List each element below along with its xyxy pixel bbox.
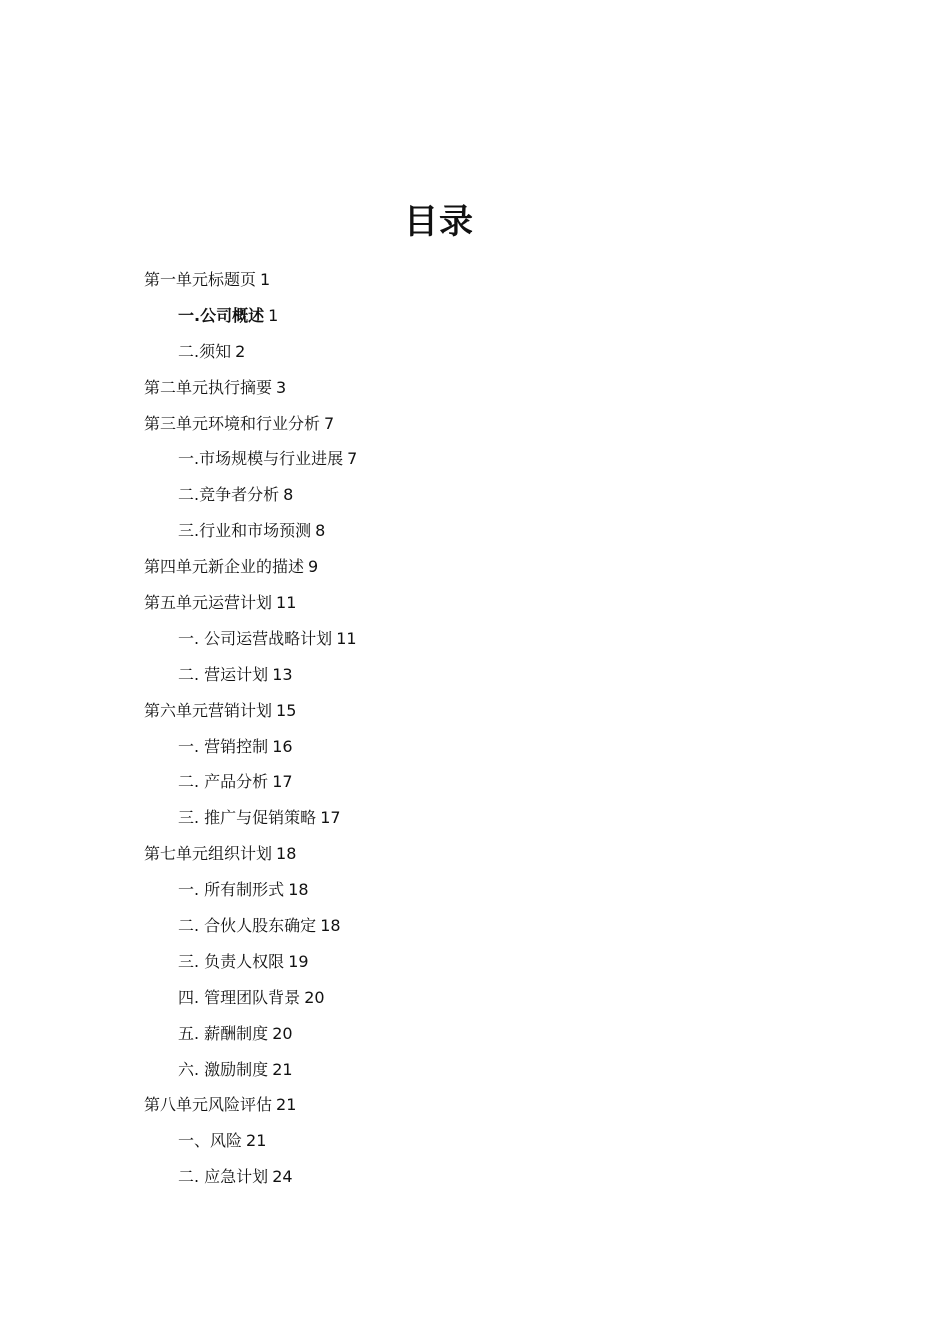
toc-subentry[interactable] [144, 1052, 844, 1088]
toc-entry[interactable] [144, 1087, 844, 1123]
toc-entry-page: 13 [272, 664, 293, 684]
toc-subentry[interactable] [144, 800, 844, 836]
toc-subentry[interactable] [144, 513, 844, 549]
toc-entry-label: 第八单元风险评估 [144, 1095, 273, 1115]
toc-entry-page: 17 [272, 772, 293, 792]
toc-entry-label: 一.市场规模与行业进展 [178, 449, 344, 469]
toc-entry-page: 9 [308, 557, 319, 577]
toc-subentry[interactable] [144, 298, 844, 334]
toc-subentry[interactable] [144, 908, 844, 944]
toc-entry-label: 三. 负责人权限 [178, 951, 285, 971]
toc-entry-label: 三.行业和市场预测 [178, 521, 312, 541]
toc-entry-label: 第六单元营销计划 [144, 700, 273, 720]
toc-entry-page: 21 [276, 1095, 297, 1115]
toc-subentry[interactable] [144, 441, 844, 477]
toc-entry-page: 17 [320, 808, 341, 828]
toc-entry-page: 8 [315, 521, 326, 541]
toc-entry-page: 2 [235, 341, 246, 361]
toc-entry-page: 8 [283, 485, 294, 505]
toc-subentry[interactable] [144, 1123, 844, 1159]
toc-entry-label: 第四单元新企业的描述 [144, 557, 305, 577]
page-title: 目录 [404, 202, 474, 242]
toc-entry-label: 三. 推广与促销策略 [178, 808, 317, 828]
toc-entry-label: 二. 应急计划 [178, 1167, 269, 1187]
toc-entry-page: 20 [304, 987, 325, 1007]
toc-entry[interactable] [144, 585, 844, 621]
toc-entry[interactable] [144, 262, 844, 298]
toc-entry-label: 一. 所有制形式 [178, 880, 285, 900]
toc-entry-page: 19 [288, 951, 309, 971]
toc-subentry[interactable] [144, 729, 844, 765]
toc-entry[interactable] [144, 370, 844, 406]
toc-entry[interactable] [144, 836, 844, 872]
toc-entry-label: 一. 公司运营战略计划 [178, 628, 333, 648]
toc-entry-page: 7 [324, 413, 335, 433]
toc-entry-label: 二.须知 [178, 341, 232, 361]
toc-entry-label: 六. 激励制度 [178, 1059, 269, 1079]
toc-subentry[interactable] [144, 657, 844, 693]
toc-entry-label: 四. 管理团队背景 [178, 987, 301, 1007]
toc-entry-label: 一.公司概述 [178, 305, 265, 325]
toc-subentry[interactable] [144, 334, 844, 370]
toc-subentry[interactable] [144, 1016, 844, 1052]
toc-entry-page: 24 [272, 1167, 293, 1187]
toc-entry-page: 1 [268, 305, 279, 325]
toc-entry-page: 3 [276, 377, 287, 397]
toc-entry-page: 11 [336, 628, 357, 648]
toc-entry-label: 二. 营运计划 [178, 664, 269, 684]
toc-entry-label: 第二单元执行摘要 [144, 377, 273, 397]
toc-entry-page: 21 [246, 1131, 267, 1151]
toc-entry-page: 18 [276, 844, 297, 864]
table-of-contents [144, 262, 844, 1195]
toc-subentry[interactable] [144, 621, 844, 657]
toc-entry-label: 第一单元标题页 [144, 270, 257, 289]
toc-subentry[interactable] [144, 1159, 844, 1195]
toc-entry-label: 第七单元组织计划 [144, 844, 273, 864]
toc-entry[interactable] [144, 549, 844, 585]
toc-entry-page: 18 [320, 916, 341, 936]
toc-entry-page: 15 [276, 700, 297, 720]
toc-subentry[interactable] [144, 980, 844, 1016]
toc-entry-label: 二.竞争者分析 [178, 485, 280, 505]
toc-entry-label: 一. 营销控制 [178, 736, 269, 756]
toc-entry[interactable] [144, 406, 844, 442]
toc-entry-label: 五. 薪酬制度 [178, 1023, 269, 1043]
toc-entry-page: 7 [347, 449, 358, 469]
toc-subentry[interactable] [144, 872, 844, 908]
toc-entry-label: 第五单元运营计划 [144, 593, 273, 613]
toc-entry-page: 20 [272, 1023, 293, 1043]
toc-entry-label: 二. 合伙人股东确定 [178, 916, 317, 936]
toc-subentry[interactable] [144, 764, 844, 800]
toc-entry-label: 二. 产品分析 [178, 772, 269, 792]
toc-entry-label: 一、风险 [178, 1131, 243, 1151]
toc-entry[interactable] [144, 693, 844, 729]
toc-entry-label: 第三单元环境和行业分析 [144, 413, 321, 433]
toc-entry-page: 11 [276, 593, 297, 613]
toc-entry-page: 18 [288, 880, 309, 900]
toc-entry-page: 1 [260, 270, 271, 289]
toc-subentry[interactable] [144, 477, 844, 513]
toc-entry-page: 16 [272, 736, 293, 756]
toc-entry-page: 21 [272, 1059, 293, 1079]
toc-subentry[interactable] [144, 944, 844, 980]
